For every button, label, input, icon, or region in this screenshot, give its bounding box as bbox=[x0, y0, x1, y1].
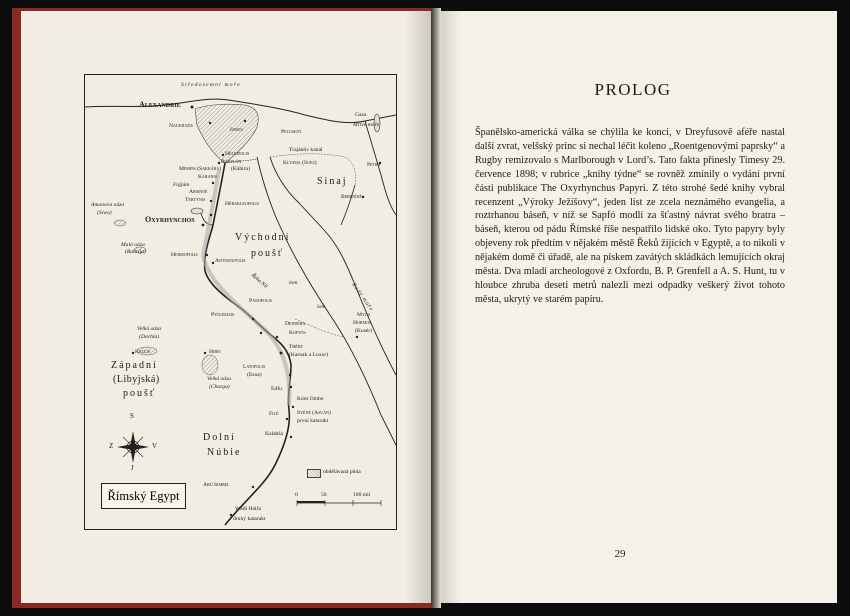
label-alexandria: Alexandrie bbox=[139, 100, 181, 109]
label-kellis: Kellis bbox=[135, 349, 150, 355]
label-libyan: (Libyjská) bbox=[113, 374, 160, 385]
label-desert-east: poušť bbox=[251, 248, 285, 259]
legend-cultivated-label: obdělávaná půda bbox=[323, 469, 361, 475]
label-pelusion: Pelusion bbox=[281, 129, 302, 135]
label-arsinoe: Arsinoé bbox=[189, 189, 208, 195]
label-myos: Myos bbox=[357, 312, 370, 318]
label-quarry-1: lom bbox=[289, 280, 298, 286]
label-abu-simbel: Abú Simbel bbox=[203, 482, 230, 488]
label-panopolis: Panopolis bbox=[249, 298, 272, 304]
label-syene: Syéné (Asuán) bbox=[297, 410, 331, 416]
label-lower: Dolní bbox=[203, 432, 236, 443]
label-second-cataract: druhý katarakt bbox=[233, 516, 266, 522]
label-dendera: Dendera bbox=[285, 321, 306, 327]
label-gaza: Gaza bbox=[355, 112, 367, 118]
compass-west: Z bbox=[109, 442, 114, 450]
label-karanis: Karanis bbox=[198, 174, 217, 180]
compass-north: S bbox=[130, 412, 134, 420]
scale-label-0: 0 bbox=[295, 492, 298, 498]
label-nubia: Núbie bbox=[207, 447, 242, 458]
label-desert-west: poušť bbox=[123, 388, 157, 399]
label-hibis: Hibis bbox=[209, 349, 221, 355]
label-western: Západní bbox=[111, 360, 158, 371]
label-sinai: Sinaj bbox=[317, 176, 348, 187]
label-babylon: Babylón bbox=[221, 159, 242, 165]
label-siwa: (Síwa) bbox=[97, 210, 112, 216]
label-bahriya: (Bahríja) bbox=[125, 249, 146, 255]
label-quseir: (Kusér) bbox=[355, 328, 373, 334]
label-koptos: Koptos bbox=[289, 330, 306, 336]
label-wadi-halfa: Wádí Halfa bbox=[235, 506, 261, 512]
label-ismus: Ismus bbox=[230, 127, 243, 133]
label-kom-ombo: Kóm Ombo bbox=[297, 396, 324, 402]
label-quarry-2: lom bbox=[317, 304, 326, 310]
label-tebtynis: Tebtynis bbox=[185, 197, 206, 203]
page-number: 29 bbox=[614, 548, 626, 560]
label-philae: Filé bbox=[269, 411, 279, 417]
label-great-oasis-2: Velká oáza bbox=[207, 376, 232, 382]
label-oxyrhynchos: Oxyrhynchos bbox=[145, 215, 195, 224]
label-heliopolis: Héliopolis bbox=[225, 151, 250, 157]
label-eastern: Východní bbox=[235, 232, 291, 243]
label-amon-oasis: Amonova oáza bbox=[91, 202, 125, 208]
map-title: Římský Egypt bbox=[101, 483, 186, 509]
label-trajan-canal: Trajánův kanál bbox=[289, 147, 323, 153]
label-thebes: Théby bbox=[289, 344, 304, 350]
label-karnak-luxor: (Karnak a Luxor) bbox=[289, 352, 329, 358]
label-hermopolis: Hermopolis bbox=[171, 252, 198, 258]
compass-icon bbox=[117, 431, 149, 463]
label-red-sea: Rudé moře bbox=[350, 281, 375, 313]
label-fayum: Fajjúm bbox=[173, 182, 190, 188]
label-small-oasis: Malá oáza bbox=[121, 242, 145, 248]
compass-east: V bbox=[152, 442, 158, 450]
label-kharga: (Charga) bbox=[209, 384, 230, 390]
label-petra: Petra bbox=[367, 162, 381, 168]
map-drawing bbox=[85, 75, 396, 529]
label-ptolemais: Ptolemais bbox=[211, 312, 235, 318]
label-berenike: Bereníké bbox=[341, 194, 362, 200]
label-latopolis: Latopolis bbox=[243, 364, 266, 370]
label-klysma: Klysma (Suez) bbox=[283, 160, 317, 166]
compass-south: J bbox=[131, 464, 134, 472]
label-edfu: Edfu bbox=[271, 386, 282, 392]
label-kalabsha: Kalabša bbox=[265, 431, 284, 437]
label-river-nile: Řeka Nil bbox=[249, 272, 269, 290]
map-roman-egypt bbox=[84, 74, 397, 530]
label-hormos: Hormos bbox=[353, 320, 372, 326]
prolog-paragraph: Španělsko-americká válka se chýlila ke konci, v Dreyfusově aféře nastal další zvrat, velšský princ si nechal léčit koleno „Roentgenovými paprsky“ a Rugby remizovalo s Marlborough v Lord’s. Tato fakta přinesly Timesy 29. července 1898; v rubrice „knihy týdne“ se rovněž zmínily o vydání první části publikace The Oxyrhynchus Papyri. Z této strohé šedé knihy vybral recenzent „Výroky Ježíšovy“, jeden list ze zcela neznámého evangelia, a roztrhanou báseň, v níž se Sapfó modlí za šťastný návrat svého bratra – báseň, kterou od pádu Římské říše nespatřilo lidské oko. Tyto papyry byly objeveny rok předtím v nějakém městě Řeků žijících v Egyptě, a to nikoli v nějakém domě či úřadě, ale na pískem zavátých skládkách lemujících okraj města. Dva mladí archeologové z Oxfordu, B. P. Grenfell a A. S. Hunt, tu v hloubce zhruba deseti metrů nalezli mezi odpadky veškerý život tohoto města, ukrytý ve starém papíru. bbox=[475, 127, 785, 305]
label-memphis: Memfis (Sakkára) bbox=[179, 166, 222, 172]
label-esna: (Esna) bbox=[247, 372, 262, 378]
label-herakleopolis: Hérakleopolis bbox=[225, 201, 259, 207]
label-first-cataract: první katarakt bbox=[297, 418, 329, 424]
book-gutter bbox=[431, 8, 441, 608]
scale-label-50: 50 bbox=[321, 492, 327, 498]
scale-label-100: 100 mil bbox=[353, 492, 371, 498]
label-cairo: (Káhira) bbox=[231, 166, 250, 172]
label-mediterranean-sea: Středozemní moře bbox=[181, 82, 241, 88]
legend-cultivated-swatch bbox=[307, 469, 321, 478]
label-naukratis: Naukratis bbox=[169, 123, 193, 129]
label-great-oasis: Velká oáza bbox=[137, 326, 162, 332]
label-dead-sea: Mrtvé moře bbox=[353, 122, 380, 128]
label-antinoupolis: Antinoupolis bbox=[215, 258, 246, 264]
label-dakhla: (Dachla) bbox=[139, 334, 160, 340]
chapter-heading: PROLOG bbox=[594, 80, 672, 99]
